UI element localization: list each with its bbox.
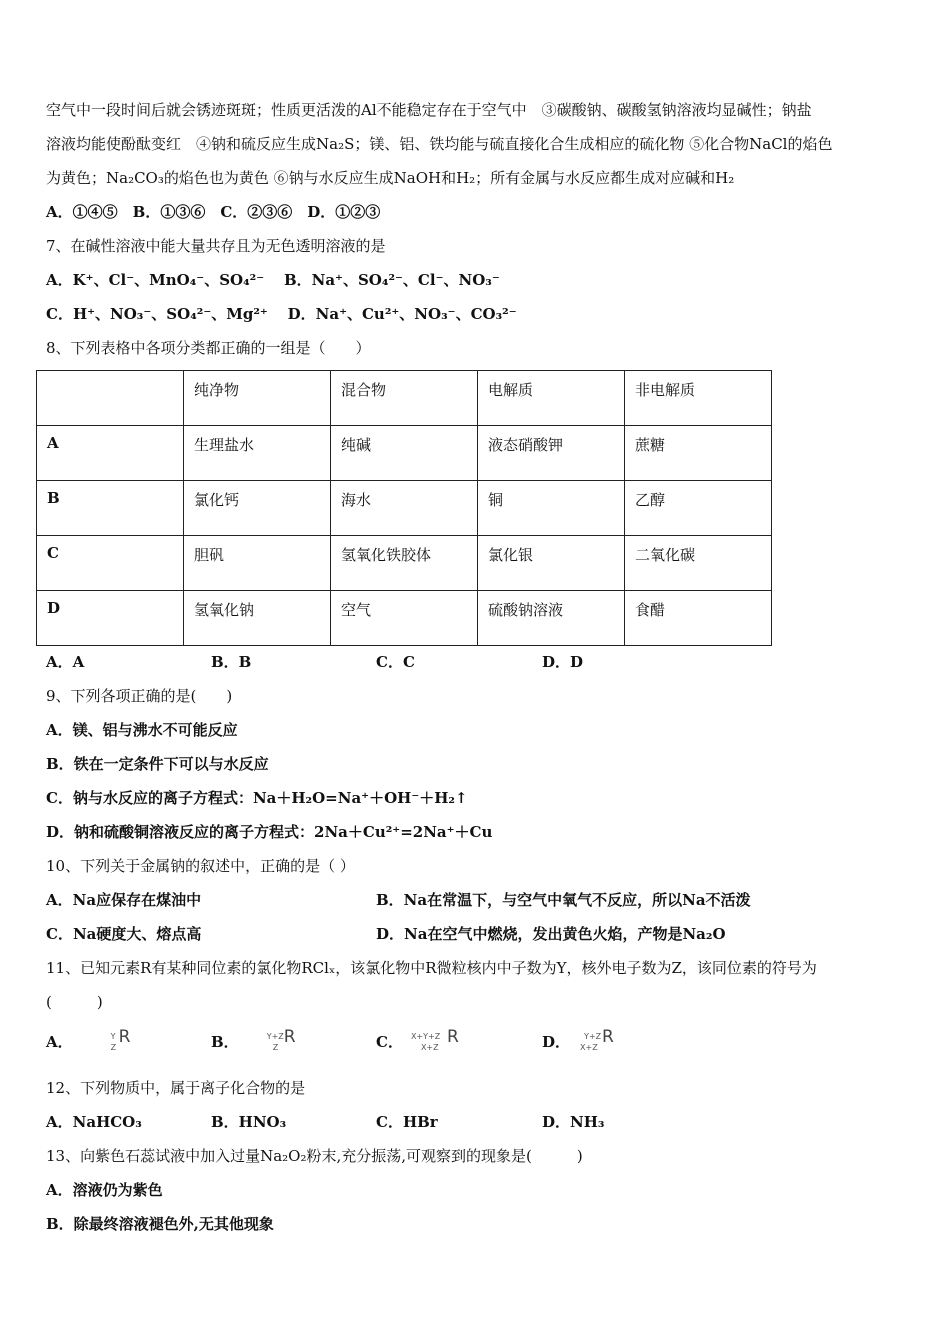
table-cell: 食醋 xyxy=(625,591,772,646)
q8-option-a: A．A xyxy=(46,653,85,671)
q10-option-b: B．Na在常温下，与空气中氧气不反应，所以Na不活泼 xyxy=(376,891,751,909)
q9-stem: 9、下列各项正确的是( ) xyxy=(46,687,233,705)
q9-option-a: A．镁、铝与沸水不可能反应 xyxy=(46,721,238,739)
table-header-row xyxy=(37,371,772,426)
table-cell: 二氧化碳 xyxy=(625,536,772,591)
q7-stem: 7、在碱性溶液中能大量共存且为无色透明溶液的是 xyxy=(46,237,386,255)
q11-option-b: B． Y+Z Z R xyxy=(211,1022,376,1074)
isotope-symbol: X+Y+Z X+Z R xyxy=(410,1027,459,1052)
table-cell: 纯碱 xyxy=(331,426,478,481)
q8-stem: 8、下列表格中各项分类都正确的一组是（ ） xyxy=(46,339,371,357)
q6-line1: 空气中一段时间后就会锈迹斑斑；性质更活泼的Al不能稳定存在于空气中 ③碳酸钠、碳酸氢钠溶液均显碱性；钠盐 xyxy=(46,101,812,119)
table-cell: 液态硝酸钾 xyxy=(478,426,625,481)
table-cell: C xyxy=(37,536,184,591)
q11-option-c: C． X+Y+Z X+Z R xyxy=(376,1022,542,1074)
q12-option-c: C．HBr xyxy=(376,1113,438,1131)
table-row xyxy=(37,426,772,481)
q13-option-a: A．溶液仍为紫色 xyxy=(46,1181,163,1199)
table-cell: 氢氧化铁胶体 xyxy=(331,536,478,591)
table-cell: 海水 xyxy=(331,481,478,536)
isotope-symbol: Y Z R xyxy=(110,1027,131,1052)
table-row xyxy=(37,536,772,591)
table-row xyxy=(37,481,772,536)
table-cell: 氢氧化钠 xyxy=(184,591,331,646)
q7-options-cd xyxy=(46,300,908,334)
classification-table xyxy=(36,370,772,646)
q13-stem: 13、向紫色石蕊试液中加入过量Na₂O₂粉末,充分振荡,可观察到的现象是( ) xyxy=(46,1147,583,1165)
q10-options-cd xyxy=(46,920,908,954)
q8-option-b: B．B xyxy=(211,653,252,671)
q9-option-b: B．铁在一定条件下可以与水反应 xyxy=(46,755,269,773)
isotope-symbol: Y+Z X+Z R xyxy=(580,1027,614,1052)
q6-line2: 溶液均能使酚酞变红 ④钠和硫反应生成Na₂S；镁、铝、铁均能与硫直接化合生成相应的硫化物 ⑤化合物NaCl的焰色 xyxy=(46,135,833,153)
q12-option-d: D．NH₃ xyxy=(542,1113,605,1131)
q7-option-b: B．Na⁺、SO₄²⁻、Cl⁻、NO₃⁻ xyxy=(283,271,500,289)
table-cell: 胆矾 xyxy=(184,536,331,591)
table-cell: D xyxy=(37,591,184,646)
q10-option-a: A．Na应保存在煤油中 xyxy=(46,891,202,909)
table-header: 纯净物 xyxy=(184,371,331,426)
q11-option-a: A． Y Z R xyxy=(46,1022,211,1074)
table-cell: 氯化银 xyxy=(478,536,625,591)
q10-options-ab xyxy=(46,886,908,920)
table-header: 混合物 xyxy=(331,371,478,426)
q8-option-d: D．D xyxy=(542,653,584,671)
table-row xyxy=(37,591,772,646)
q11-stem-bracket: ( ) xyxy=(46,993,103,1011)
q11-option-d: D． Y+Z X+Z R xyxy=(542,1022,638,1074)
q12-option-a: A．NaHCO₃ xyxy=(46,1113,142,1131)
table-cell: A xyxy=(37,426,184,481)
q10-option-d: D．Na在空气中燃烧，发出黄色火焰，产物是Na₂O xyxy=(376,925,726,943)
q7-options-ab xyxy=(46,266,908,300)
q11-options xyxy=(46,1022,908,1074)
q9-option-c: C．钠与水反应的离子方程式：Na＋H₂O=Na⁺＋OH⁻＋H₂↑ xyxy=(46,789,468,807)
q6-line3: 为黄色；Na₂CO₃的焰色也为黄色 ⑥钠与水反应生成NaOH和H₂；所有金属与水反应都生成对应碱和H₂ xyxy=(46,169,735,187)
q8-options xyxy=(46,648,908,682)
table-cell: 空气 xyxy=(331,591,478,646)
q11-stem: 11、已知元素R有某种同位素的氯化物RClₓ，该氯化物中R微粒核内中子数为Y，核外电子数为Z，该同位素的符号为 xyxy=(46,959,817,977)
table-cell xyxy=(37,371,184,426)
table-cell: B xyxy=(37,481,184,536)
q8-option-c: C．C xyxy=(376,653,415,671)
isotope-symbol: Y+Z Z R xyxy=(266,1027,296,1052)
q10-stem: 10、下列关于金属钠的叙述中，正确的是（ ） xyxy=(46,857,355,875)
table-header: 电解质 xyxy=(478,371,625,426)
q12-stem: 12、下列物质中，属于离子化合物的是 xyxy=(46,1079,306,1097)
q6-options: A．①④⑤ B．①③⑥ C．②③⑥ D．①②③ xyxy=(46,203,381,221)
table-cell: 硫酸钠溶液 xyxy=(478,591,625,646)
q10-option-c: C．Na硬度大、熔点高 xyxy=(46,925,202,943)
q12-option-b: B．HNO₃ xyxy=(211,1113,287,1131)
exam-page xyxy=(46,96,908,1244)
table-cell: 蔗糖 xyxy=(625,426,772,481)
table-cell: 乙醇 xyxy=(625,481,772,536)
q13-option-b: B．除最终溶液褪色外,无其他现象 xyxy=(46,1215,274,1233)
q7-option-c: C．H⁺、NO₃⁻、SO₄²⁻、Mg²⁺ xyxy=(46,305,268,323)
table-cell: 氯化钙 xyxy=(184,481,331,536)
table-cell: 生理盐水 xyxy=(184,426,331,481)
q7-option-d: D．Na⁺、Cu²⁺、NO₃⁻、CO₃²⁻ xyxy=(287,305,517,323)
q7-option-a: A．K⁺、Cl⁻、MnO₄⁻、SO₄²⁻ xyxy=(46,271,265,289)
q12-options xyxy=(46,1108,908,1142)
table-cell: 铜 xyxy=(478,481,625,536)
table-header: 非电解质 xyxy=(625,371,772,426)
q9-option-d: D．钠和硫酸铜溶液反应的离子方程式：2Na＋Cu²⁺=2Na⁺＋Cu xyxy=(46,823,493,841)
